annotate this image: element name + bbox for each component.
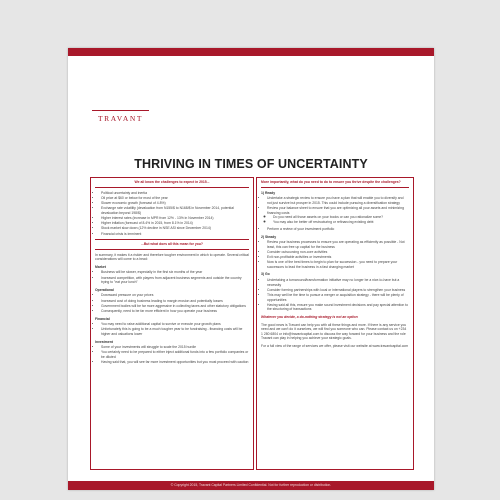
list-item: • Unfortunately this is going to be a much tougher year to be fundraising - financing costs will be higher and valuations lower [101,327,249,336]
list-item: • This may well be the time to pursue a merger or acquisition strategy - there will be plenty of opportunities [267,293,409,302]
operational-list [95,293,249,313]
list-item: • Oil price at $60 or below for most of the year [101,196,249,201]
top-accent-bar [68,48,434,56]
list-item-text: Review your balance sheet to ensure that you are optimizing all your assets and minimizing financing costs [267,205,405,215]
list-item: • Higher inflation (forecast of 8.4% in 2015, from 8.1% in 2014) [101,221,249,226]
go-title: 3) Go [261,272,270,277]
copyright-footer: © Copyright 2015, Travant Capital Partners Limited Confidential. Not for further reproduction or distribution. [68,481,434,490]
ready-sublist [267,215,409,225]
list-item: • You may need to raise additional capital to survive or execute your growth plans [101,322,249,327]
ready-list [261,196,409,231]
list-item: • Consequently, need to be far more efficient in how you operate your business [101,309,249,314]
meaning-heading: ...But what does all this mean for you? [95,239,249,250]
list-item: • Exit non-profitable activities or investments [267,255,409,260]
section-title-financial: Financial [95,316,110,321]
left-column [90,177,254,470]
financial-list [95,322,249,336]
list-item: • Higher interest rates (increase in MPR from 12% - 13% in November 2014) [101,216,249,221]
list-item: • You certainly need to be prepared to either inject additional funds into a few portfolio companies or be diluted [101,350,249,359]
logo-text: TRAVANT [97,114,144,123]
list-item: • Consider outsourcing non-core activities [267,250,409,255]
section-title-operational: Operational [95,287,114,292]
warning-statement: Whatever you decide, a do-nothing strategy is not an option [261,315,358,319]
list-item: • Undertake a strategic review to ensure you have a plan that will enable you to diversify and not just survive but prosper in 2015. This could include pursuing a diversification strategy [267,196,409,205]
list-item: ◦ Do you need all those assets on your books or can you rationalize some? [273,215,409,220]
ready-title: 1) Ready [261,190,276,195]
section-title-market: Market [95,264,106,269]
list-item: • Having said that, you will see far more investment opportunities but you must proceed with caution [101,360,249,365]
list-item: • Downward pressure on your prices [101,293,249,298]
market-list [95,270,249,284]
list-item: • Consider forming partnerships with local or international players to strengthen your business [267,288,409,293]
website-paragraph: For a full view of the range of services we offer, please visit our website at www.travantcapital.com [261,343,409,348]
brand-logo [92,110,149,123]
actions-heading: More importantly, what do you need to do to ensure you thrive despite the challenges? [261,180,409,188]
list-item: • Government bodies will be far more aggressive in collecting taxes and other statutory obligations [101,304,249,309]
list-item: • Review your business processes to ensure you are operating as efficiently as possible - Not least, this can free up capital for the business [267,240,409,249]
challenges-heading: We all know the challenges to expect in 2015... [95,180,249,188]
list-item: • Political uncertainty and inertia [101,191,249,196]
list-item: • Some of your investments will struggle to scale the 2015 hurdle [101,345,249,350]
steady-list [261,240,409,269]
page-title: THRIVING IN TIMES OF UNCERTAINTY [134,157,368,171]
closing-paragraph: The good news is Travant can help you with all these things and more. If there is any service you need and we can't do it ourselves, we will find you someone who can. Please contact us on +234 1 280 6804 or info@travantcapital.com to discuss the way forward for your business and the role Travant can play in helping you achieve your strategic goals. [261,322,407,341]
list-item: • Financial crisis is imminent [101,232,249,237]
section-title-investment: Investment [95,339,113,344]
list-item: • Stock market slow down (12% decline in NSE ASI since December 2014) [101,226,249,231]
challenges-list [95,191,249,237]
go-list [261,278,409,312]
right-column [256,177,414,470]
investment-list [95,345,249,365]
list-item: • Increased cost of doing business leading to margin erosion and potentially losses [101,299,249,304]
steady-title: 2) Steady [261,234,277,239]
list-item: • Perform a review of your investment portfolio [267,227,409,232]
list-item: ◦ You may also be better off restructuring or refinancing existing debt [273,220,409,225]
intro-paragraph: In summary, it makes it a riskier and therefore tougher environment in which to operate. Several critical considerations will come to a head: [95,252,249,262]
list-item: • Now is one of the best times to begin to plan for succession - you need to prepare your successors to lead the business in a fast changing market [267,260,409,269]
list-item: • Slower economic growth (forecast of 4.8%) [101,201,249,206]
list-item: • Business will be slower, especially in the first six months of the year [101,270,249,275]
list-item: • Undertaking a turnaround/transformation initiative may no longer be a nice-to-have but a necessity [267,278,409,287]
list-item: • Exchange rate volatility (devaluation from N155/$ to N168/$ in November 2014, potential devaluation beyond 198/$) [101,206,249,215]
list-item: • Increased competition, with players from adjacent business segments and outside the country trying to "eat your lunch" [101,276,249,285]
list-item: • Having said all this, ensure you make sound investment decisions and pay special attention to the structuring of transactions [267,303,409,312]
logo-rule [92,110,149,111]
list-item [267,206,409,225]
document-page [68,48,434,490]
